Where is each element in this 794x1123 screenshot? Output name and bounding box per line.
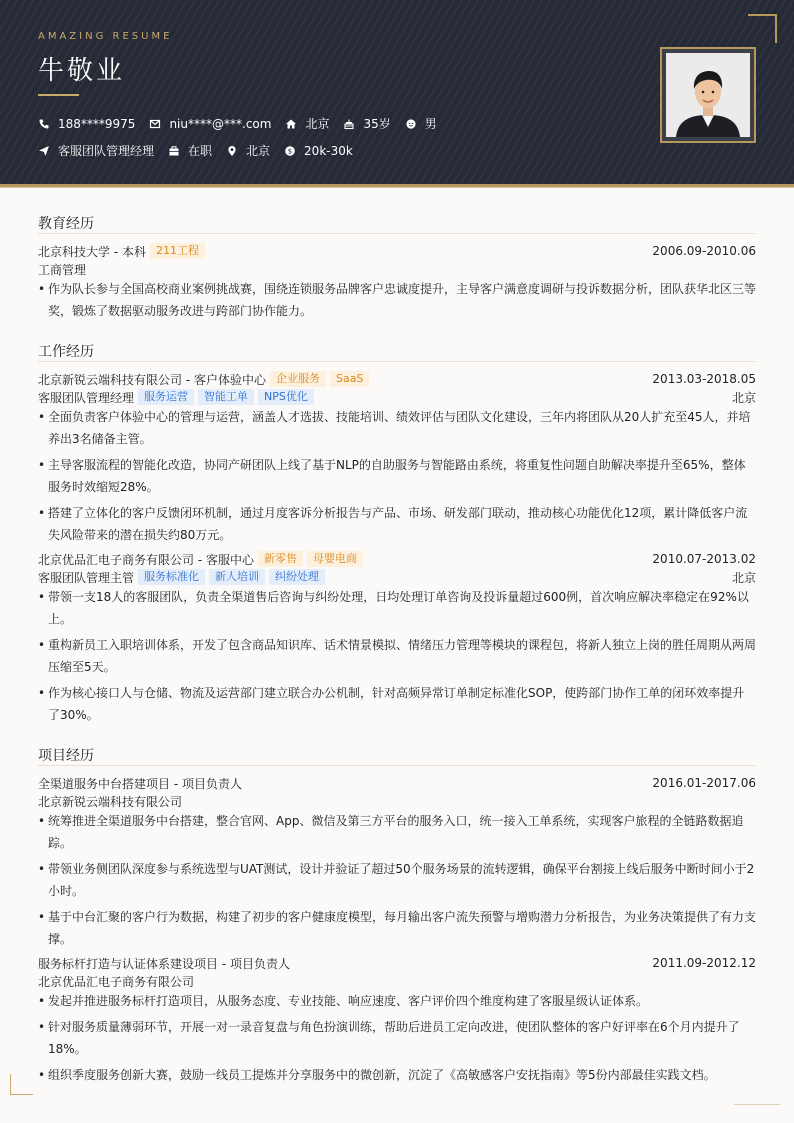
project-company: 北京新锐云端科技有限公司 bbox=[38, 794, 183, 809]
company-tag: 母婴电商 bbox=[307, 551, 363, 567]
skill-tag: 纠纷处理 bbox=[269, 569, 325, 585]
major-row bbox=[38, 260, 756, 278]
project-company: 北京优品汇电子商务有限公司 bbox=[38, 974, 195, 989]
work-date: 2013.03-2018.05 bbox=[652, 372, 756, 386]
project-section-rule bbox=[38, 765, 756, 766]
work-position-row bbox=[38, 568, 756, 586]
profile-photo bbox=[666, 53, 750, 137]
skill-tag: NPS优化 bbox=[258, 389, 314, 405]
position-item bbox=[38, 142, 154, 159]
project-bullet: • 基于中台汇聚的客户行为数据，构建了初步的客户健康度模型，每月输出客户流失预警与增购潜力分析报告，为业务决策提供了有力支撑。 bbox=[38, 906, 756, 950]
project-row bbox=[38, 774, 756, 792]
location-pin-icon bbox=[226, 145, 238, 157]
major-name: 工商管理 bbox=[38, 262, 87, 277]
position-text: 客服团队管理经理 bbox=[58, 144, 155, 158]
project-bullet: • 带领业务侧团队深度参与系统选型与UAT测试，设计并验证了超过50个服务场景的流转逻辑，确保平台割接上线后服务中断时间小于2小时。 bbox=[38, 858, 756, 902]
company-tag: 企业服务 bbox=[270, 371, 326, 387]
footer-ornament-line bbox=[734, 1104, 780, 1105]
school-tag: 211工程 bbox=[150, 243, 205, 259]
project-bullet: • 统筹推进全渠道服务中台搭建，整合官网、App、微信及第三方平台的服务入口，统一接入工单系统，实现客户旅程的全链路数据追踪。 bbox=[38, 810, 756, 854]
project-company-row bbox=[38, 792, 756, 810]
corner-ornament-top-right bbox=[748, 14, 777, 43]
home-item bbox=[285, 115, 329, 132]
cake-icon bbox=[343, 118, 355, 130]
salary-icon bbox=[284, 145, 296, 157]
project-company-row bbox=[38, 972, 756, 990]
mail-icon bbox=[149, 118, 161, 130]
education-section-title: 教育经历 bbox=[38, 216, 94, 232]
briefcase-icon bbox=[168, 145, 180, 157]
school-name: 北京科技大学 - 本科 bbox=[38, 244, 146, 259]
send-icon bbox=[38, 145, 50, 157]
project-row bbox=[38, 954, 756, 972]
home-icon bbox=[285, 118, 297, 130]
project-date: 2016.01-2017.06 bbox=[652, 776, 756, 790]
project-date: 2011.09-2012.12 bbox=[652, 956, 756, 970]
company-name: 北京新锐云端科技有限公司 - 客户体验中心 bbox=[38, 372, 266, 387]
home-text: 北京 bbox=[305, 117, 330, 131]
skill-tag: 服务运营 bbox=[138, 389, 194, 405]
education-row bbox=[38, 242, 756, 260]
work-section-title: 工作经历 bbox=[38, 344, 94, 360]
education-date: 2006.09-2010.06 bbox=[652, 244, 756, 258]
work-city: 北京 bbox=[731, 570, 756, 585]
work-bullet: • 搭建了立体化的客户反馈闭环机制，通过月度客诉分析报告与产品、市场、研发部门联动，推动核心功能优化12项，累计降低客户流失风险带来的潜在损失约80万元。 bbox=[38, 502, 756, 546]
project-bullet: • 针对服务质量薄弱环节，开展一对一录音复盘与角色扮演训练，帮助后进员工定向改进，使团队整体的客户好评率在6个月内提升了18%。 bbox=[38, 1016, 756, 1060]
work-bullet: • 带领一支18人的客服团队，负责全渠道售后咨询与纠纷处理，日均处理订单咨询及投诉量超过600例，首次响应解决率稳定在92%以上。 bbox=[38, 586, 756, 630]
work-bullet: • 作为核心接口人与仓储、物流及运营部门建立联合办公机制，针对高频异常订单制定标准化SOP，使跨部门协作工单的闭环效率提升了30%。 bbox=[38, 682, 756, 726]
age-item bbox=[343, 115, 390, 132]
email-text: niu****@***.com bbox=[169, 116, 272, 131]
phone-text: 188****9975 bbox=[58, 116, 136, 131]
city-text: 北京 bbox=[246, 144, 271, 158]
education-bullet: • 作为队长参与全国高校商业案例挑战赛，围绕连锁服务品牌客户忠诚度提升，主导客户满意度调研与投诉数据分析，团队获华北区三等奖，锻炼了数据驱动服务改进与跨部门协作能力。 bbox=[38, 278, 756, 322]
project-bullet: • 发起并推进服务标杆打造项目，从服务态度、专业技能、响应速度、客户评价四个维度构建了客服星级认证体系。 bbox=[38, 990, 756, 1012]
city-item bbox=[226, 142, 270, 159]
company-name: 北京优品汇电子商务有限公司 - 客服中心 bbox=[38, 552, 254, 567]
project-bullet: • 组织季度服务创新大赛，鼓励一线员工提炼并分享服务中的微创新，沉淀了《高敏感客户安抚指南》等5份内部最佳实践文档。 bbox=[38, 1064, 756, 1086]
work-bullet: • 重构新员工入职培训体系，开发了包含商品知识库、话术情景模拟、情绪压力管理等模块的课程包，将新人独立上岗的胜任周期从两周压缩至5天。 bbox=[38, 634, 756, 678]
contact-row bbox=[38, 115, 451, 132]
project-name: 全渠道服务中台搭建项目 - 项目负责人 bbox=[38, 776, 242, 791]
work-date: 2010.07-2013.02 bbox=[652, 552, 756, 566]
gender-item bbox=[405, 115, 437, 132]
work-section-rule bbox=[38, 361, 756, 362]
company-tag: SaaS bbox=[330, 371, 369, 387]
skill-tag: 新人培训 bbox=[209, 569, 265, 585]
salary-item bbox=[284, 144, 353, 158]
svg-text:$: $ bbox=[287, 147, 293, 156]
work-bullet: • 主导客服流程的智能化改造，协同产研团队上线了基于NLP的自助服务与智能路由系统，将重复性问题自助解决率提升至65%，整体服务时效缩短28%。 bbox=[38, 454, 756, 498]
position-title: 客服团队管理主管 bbox=[38, 570, 135, 585]
status-item bbox=[168, 142, 212, 159]
position-title: 客服团队管理经理 bbox=[38, 390, 135, 405]
candidate-name: 牛敬业 bbox=[38, 56, 126, 86]
education-section-rule bbox=[38, 233, 756, 234]
resume-label: AMAZING RESUME bbox=[38, 31, 173, 42]
project-section-title: 项目经历 bbox=[38, 748, 94, 764]
work-position-row bbox=[38, 388, 756, 406]
work-company-row bbox=[38, 370, 756, 388]
phone-item bbox=[38, 117, 135, 131]
phone-icon bbox=[38, 118, 50, 130]
gender-icon bbox=[405, 118, 417, 130]
skill-tag: 智能工单 bbox=[198, 389, 254, 405]
profile-photo-frame bbox=[660, 47, 756, 143]
job-intent-row bbox=[38, 142, 367, 159]
name-underline bbox=[38, 94, 79, 96]
work-city: 北京 bbox=[731, 390, 756, 405]
header-divider bbox=[0, 187, 794, 188]
corner-ornament-bottom-left bbox=[10, 1074, 33, 1095]
status-text: 在职 bbox=[188, 144, 213, 158]
age-text: 35岁 bbox=[363, 117, 391, 131]
work-bullet: • 全面负责客户体验中心的管理与运营，涵盖人才选拔、技能培训、绩效评估与团队文化建设，三年内将团队从20人扩充至45人，并培养出3名储备主管。 bbox=[38, 406, 756, 450]
work-company-row bbox=[38, 550, 756, 568]
salary-text: 20k-30k bbox=[304, 143, 353, 158]
email-item bbox=[149, 117, 271, 131]
gender-text: 男 bbox=[424, 117, 437, 131]
project-name: 服务标杆打造与认证体系建设项目 - 项目负责人 bbox=[38, 956, 290, 971]
skill-tag: 服务标准化 bbox=[138, 569, 205, 585]
company-tag: 新零售 bbox=[258, 551, 303, 567]
